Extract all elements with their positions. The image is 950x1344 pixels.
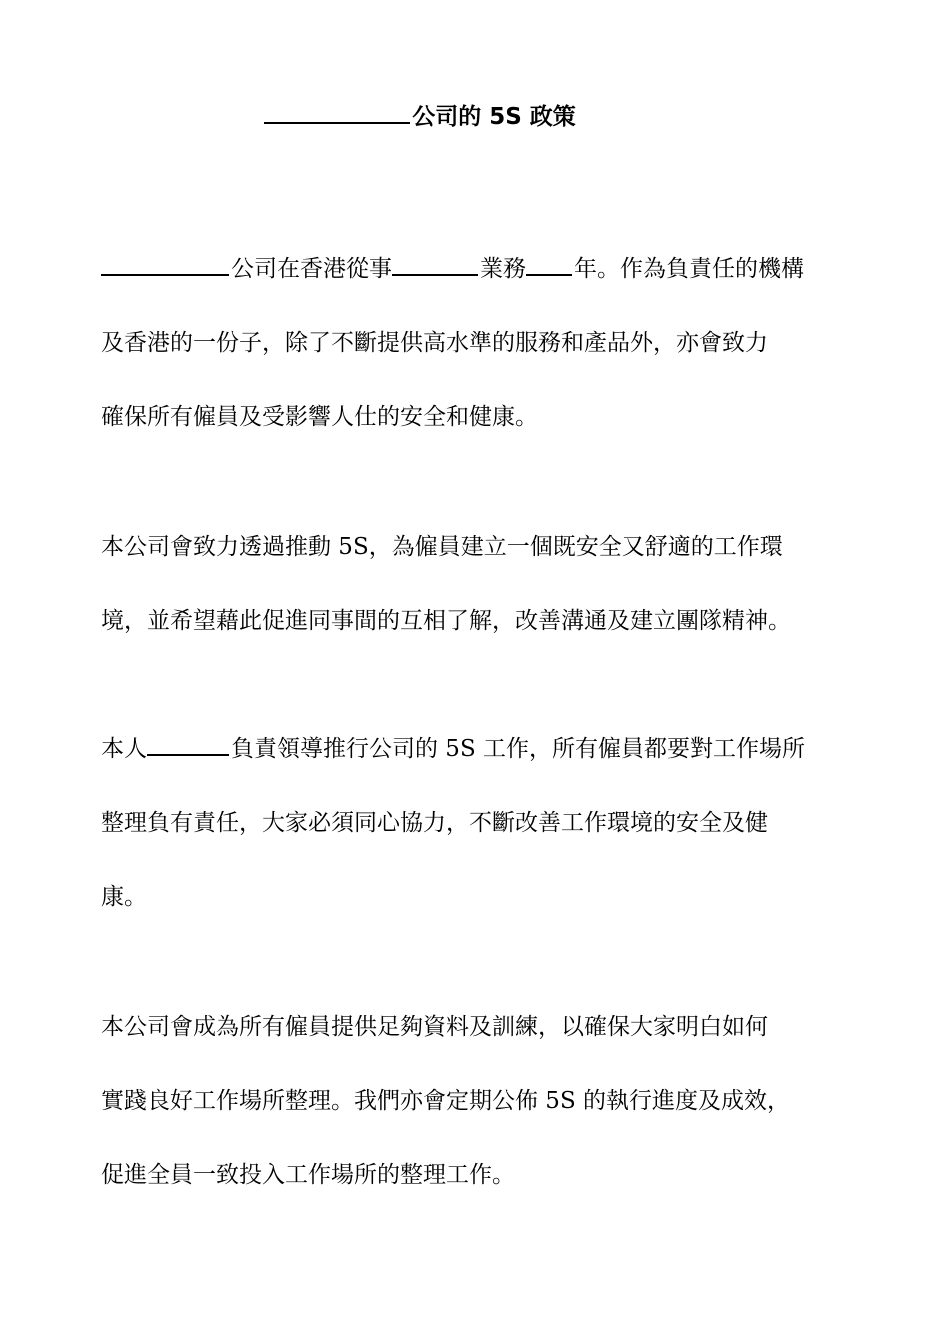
paragraph-1-line-2: 及香港的一份子，除了不斷提供高水準的服務和產品外，亦會致力 [101,330,768,356]
paragraph-1-text-2: 業務 [480,256,526,282]
company-name-blank [101,273,229,276]
business-blank [392,273,478,276]
paragraph-2 [101,510,861,658]
title-text: 公司的 5S 政策 [412,104,576,130]
paragraph-1-line-3: 確保所有僱員及受影響人仕的安全和健康。 [101,404,538,430]
paragraph-3-line-3: 康。 [101,884,147,910]
paragraph-3-line-1 [101,712,861,786]
paragraph-2-line-1: 本公司會致力透過推動 5S，為僱員建立一個既安全又舒適的工作環 [101,534,783,560]
paragraph-4-line-1: 本公司會成為所有僱員提供足夠資料及訓練，以確保大家明白如何 [101,1014,768,1040]
paragraph-3-line-2: 整理負有責任，大家必須同心協力，不斷改善工作環境的安全及健 [101,810,768,836]
paragraph-3-text-1: 本人 [101,736,147,762]
paragraph-1-text-3: 年。作為負責任的機構 [574,256,804,282]
paragraph-1 [101,232,861,454]
paragraph-1-text-1: 公司在香港從事 [231,256,392,282]
paragraph-3 [101,712,861,934]
title-blank [264,121,410,124]
paragraph-4-line-3: 促進全員一致投入工作場所的整理工作。 [101,1162,515,1188]
paragraph-1-line-1 [101,232,861,306]
years-blank [526,273,572,276]
person-name-blank [147,753,229,756]
paragraph-3-text-2: 負責領導推行公司的 5S 工作，所有僱員都要對工作場所 [231,736,806,762]
paragraph-4 [101,990,861,1212]
paragraph-4-line-2: 實踐良好工作場所整理。我們亦會定期公佈 5S 的執行進度及成效， [101,1088,791,1114]
paragraph-2-line-2: 境，並希望藉此促進同事間的互相了解，改善溝通及建立團隊精神。 [101,608,791,634]
document-title [0,100,840,134]
